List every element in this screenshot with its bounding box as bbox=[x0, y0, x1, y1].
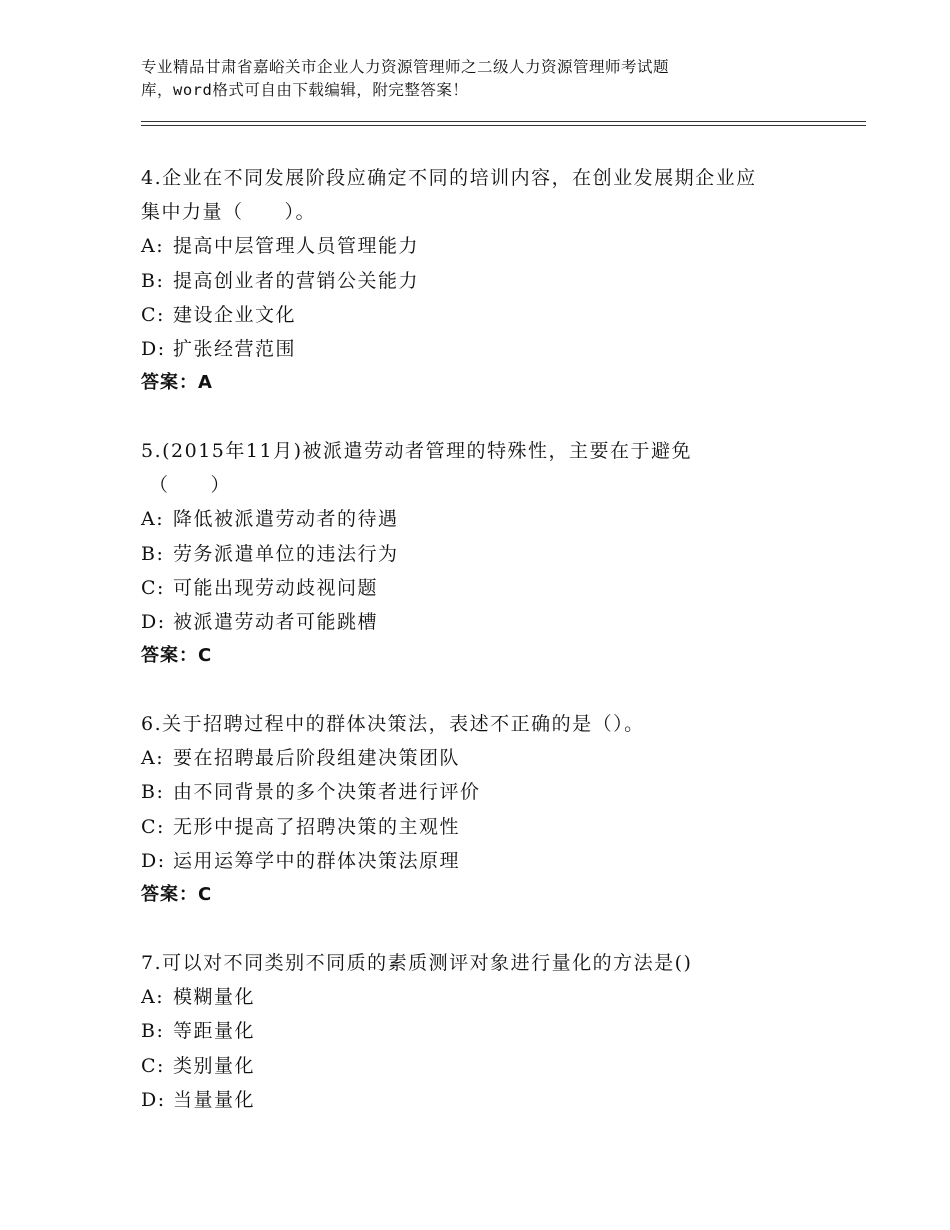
question-stem: 6.关于招聘过程中的群体决策法，表述不正确的是（）。 bbox=[141, 713, 645, 735]
option-text: 可能出现劳动歧视问题 bbox=[173, 576, 379, 599]
option-text: 提高创业者的营销公关能力 bbox=[173, 269, 420, 292]
option-label: B: bbox=[141, 542, 165, 565]
option-c bbox=[141, 571, 841, 605]
option-label: A: bbox=[141, 747, 165, 770]
option-text: 由不同背景的多个决策者进行评价 bbox=[173, 781, 481, 804]
question-6 bbox=[141, 707, 841, 912]
option-label: B: bbox=[141, 781, 165, 804]
option-label: A: bbox=[141, 508, 165, 531]
option-label: D: bbox=[141, 1088, 166, 1111]
option-text: 劳务派遣单位的违法行为 bbox=[173, 542, 399, 565]
option-text: 提高中层管理人员管理能力 bbox=[173, 235, 420, 258]
question-stem: 5.(2015年11月)被派遣劳动者管理的特殊性，主要在于避免 bbox=[141, 440, 692, 462]
answer-line bbox=[141, 366, 841, 400]
question-5 bbox=[141, 434, 841, 673]
option-a bbox=[141, 502, 841, 536]
option-d bbox=[141, 844, 841, 878]
option-d bbox=[141, 1083, 841, 1117]
option-a bbox=[141, 741, 841, 775]
answer-value: C bbox=[198, 645, 213, 667]
option-label: C: bbox=[141, 576, 165, 599]
option-b bbox=[141, 264, 841, 298]
option-text: 类别量化 bbox=[173, 1054, 256, 1077]
answer-prefix: 答案： bbox=[141, 645, 198, 667]
answer-line bbox=[141, 639, 841, 673]
option-label: A: bbox=[141, 986, 165, 1009]
option-label: B: bbox=[141, 1020, 165, 1043]
document-header bbox=[141, 56, 821, 102]
option-text: 运用运筹学中的群体决策法原理 bbox=[173, 849, 461, 872]
option-text: 无形中提高了招聘决策的主观性 bbox=[173, 815, 461, 838]
option-text: 建设企业文化 bbox=[173, 303, 297, 326]
question-4 bbox=[141, 161, 841, 400]
option-label: D: bbox=[141, 337, 166, 360]
option-b bbox=[141, 775, 841, 809]
option-a bbox=[141, 980, 841, 1014]
header-line-1: 专业精品甘肃省嘉峪关市企业人力资源管理师之二级人力资源管理师考试题 bbox=[141, 58, 670, 76]
answer-value: A bbox=[198, 372, 213, 394]
option-text: 被派遣劳动者可能跳槽 bbox=[173, 610, 379, 633]
header-line-2: 库，word格式可自由下载编辑，附完整答案！ bbox=[141, 81, 469, 99]
answer-prefix: 答案： bbox=[141, 883, 198, 905]
option-text: 降低被派遣劳动者的待遇 bbox=[173, 508, 399, 531]
option-text: 要在招聘最后阶段组建决策团队 bbox=[173, 747, 461, 770]
option-label: D: bbox=[141, 849, 166, 872]
question-stem: 4.企业在不同发展阶段应确定不同的培训内容，在创业发展期企业应 bbox=[141, 167, 757, 189]
answer-value: C bbox=[198, 883, 213, 905]
option-label: C: bbox=[141, 303, 165, 326]
answer-prefix: 答案： bbox=[141, 372, 198, 394]
option-label: B: bbox=[141, 269, 165, 292]
option-c bbox=[141, 1049, 841, 1083]
header-divider-top bbox=[141, 121, 866, 122]
option-label: A: bbox=[141, 235, 165, 258]
option-text: 当量量化 bbox=[173, 1088, 256, 1111]
option-c bbox=[141, 810, 841, 844]
option-d bbox=[141, 332, 841, 366]
option-label: C: bbox=[141, 815, 165, 838]
option-b bbox=[141, 1014, 841, 1048]
option-c bbox=[141, 298, 841, 332]
question-7 bbox=[141, 946, 841, 1117]
option-b bbox=[141, 537, 841, 571]
option-text: 模糊量化 bbox=[173, 986, 256, 1009]
header-divider-bottom bbox=[141, 125, 866, 126]
option-a bbox=[141, 229, 841, 263]
answer-line bbox=[141, 878, 841, 912]
option-text: 扩张经营范围 bbox=[173, 337, 297, 360]
question-stem: 集中力量（ ）。 bbox=[141, 201, 317, 224]
option-text: 等距量化 bbox=[173, 1020, 256, 1043]
question-stem: （ ） bbox=[149, 474, 232, 497]
option-label: D: bbox=[141, 610, 166, 633]
option-label: C: bbox=[141, 1054, 165, 1077]
question-stem: 7.可以对不同类别不同质的素质测评对象进行量化的方法是() bbox=[141, 952, 693, 974]
option-d bbox=[141, 605, 841, 639]
